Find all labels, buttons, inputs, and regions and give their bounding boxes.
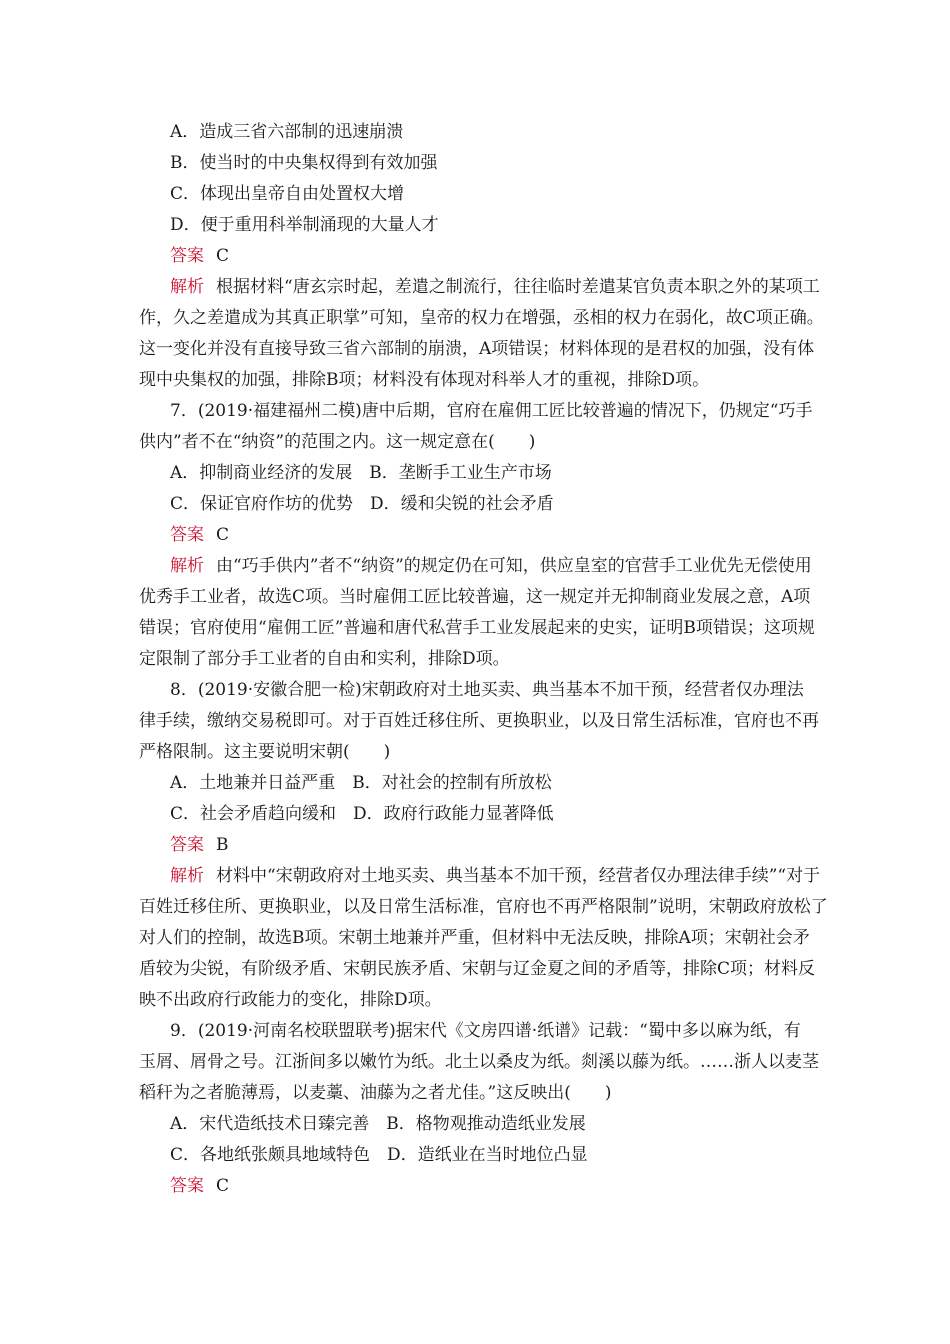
q7-stem-line: 7．(2019·福建福州二模)唐中后期，官府在雇佣工匠比较普遍的情况下，仍规定“巧手 (170, 401, 813, 421)
q7-analysis-line: 定限制了部分手工业者的自由和实利，排除D项。 (139, 649, 510, 669)
answer-value: C (216, 246, 230, 266)
q6-option-a: A．造成三省六部制的迅速崩溃 (170, 122, 404, 142)
analysis-text: 材料中“宋朝政府对土地买卖、典当基本不加干预，经营者仅办理法律手续”“对于 (216, 866, 821, 886)
q8-analysis-line (139, 861, 821, 892)
q8-analysis-line: 盾较为尖锐，有阶级矛盾、宋朝民族矛盾、宋朝与辽金夏之间的矛盾等，排除C项；材料反 (139, 959, 816, 979)
q6-option-d: D．便于重用科举制涌现的大量人才 (170, 215, 439, 235)
q6-option-b: B．使当时的中央集权得到有效加强 (170, 153, 438, 173)
answer-label: 答案 (170, 525, 204, 545)
q9-answer (139, 1171, 815, 1202)
q9-stem-line: 9．(2019·河南名校联盟联考)据宋代《文房四谱·纸谱》记载：“蜀中多以麻为纸，有 (170, 1021, 801, 1041)
analysis-label: 解析 (170, 866, 204, 886)
q8-answer (139, 830, 815, 861)
q6-analysis-line: 这一变化并没有直接导致三省六部制的崩溃，A项错误；材料体现的是君权的加强，没有体 (139, 339, 815, 359)
answer-label: 答案 (170, 835, 204, 855)
q8-analysis-line: 百姓迁移住所、更换职业，以及日常生活标准，官府也不再严格限制”说明，宋朝政府放松了 (139, 897, 828, 917)
analysis-text: 由“巧手供内”者不“纳资”的规定仍在可知，供应皇室的官营手工业优先无偿使用 (216, 556, 812, 576)
analysis-label: 解析 (170, 556, 204, 576)
answer-value: C (216, 1176, 230, 1196)
q8-analysis-line: 对人们的控制，故选B项。宋朝土地兼并严重，但材料中无法反映，排除A项；宋朝社会矛 (139, 928, 810, 948)
q7-options-cd: C．保证官府作坊的优势 D．缓和尖锐的社会矛盾 (170, 494, 554, 514)
q7-analysis-line (139, 551, 815, 582)
q8-options-cd: C．社会矛盾趋向缓和 D．政府行政能力显著降低 (170, 804, 554, 824)
answer-label: 答案 (170, 246, 204, 266)
q6-option-c: C．体现出皇帝自由处置权大增 (170, 184, 405, 204)
q6-analysis-line (139, 272, 820, 303)
q6-answer (139, 241, 815, 272)
q9-options-cd: C．各地纸张颇具地域特色 D．造纸业在当时地位凸显 (170, 1145, 588, 1165)
q9-stem-line: 稻秆为之者脆薄焉，以麦藁、油藤为之者尤佳。”这反映出( ) (139, 1083, 612, 1103)
q8-stem-line: 严格限制。这主要说明宋朝( ) (139, 742, 391, 762)
q8-stem-line: 律手续，缴纳交易税即可。对于百姓迁移住所、更换职业，以及日常生活标准，官府也不再 (139, 711, 819, 731)
q8-stem-line: 8．(2019·安徽合肥一检)宋朝政府对土地买卖、典当基本不加干预，经营者仅办理法 (170, 680, 804, 700)
page-content (139, 117, 828, 1202)
analysis-text: 根据材料“唐玄宗时起，差遣之制流行，往往临时差遣某官负责本职之外的某项工 (216, 277, 820, 297)
q7-analysis-line: 错误；官府使用“雇佣工匠”普遍和唐代私营手工业发展起来的史实，证明B项错误；这项规 (139, 618, 815, 638)
q7-answer (139, 520, 815, 551)
q7-analysis-line: 优秀手工业者，故选C项。当时雇佣工匠比较普遍，这一规定并无抑制商业发展之意，A项 (139, 587, 811, 607)
q8-options-ab: A．土地兼并日益严重 B．对社会的控制有所放松 (170, 773, 552, 793)
q9-options-ab: A．宋代造纸技术日臻完善 B．格物观推动造纸业发展 (170, 1114, 586, 1134)
answer-value: C (216, 525, 230, 545)
q7-stem-line: 供内”者不在“纳资”的范围之内。这一规定意在( ) (139, 432, 536, 452)
answer-value: B (216, 835, 229, 855)
q8-analysis-line: 映不出政府行政能力的变化，排除D项。 (139, 990, 442, 1010)
q6-analysis-line: 作，久之差遣成为其真正职掌”可知，皇帝的权力在增强，丞相的权力在弱化，故C项正确。 (139, 308, 824, 328)
q6-analysis-line: 现中央集权的加强，排除B项；材料没有体现对科举人才的重视，排除D项。 (139, 370, 710, 390)
q9-stem-line: 玉屑、屑骨之号。江浙间多以嫩竹为纸。北土以桑皮为纸。剡溪以藤为纸。……浙人以麦茎 (139, 1052, 819, 1072)
analysis-label: 解析 (170, 277, 204, 297)
q7-options-ab: A．抑制商业经济的发展 B．垄断手工业生产市场 (170, 463, 552, 483)
answer-label: 答案 (170, 1176, 204, 1196)
